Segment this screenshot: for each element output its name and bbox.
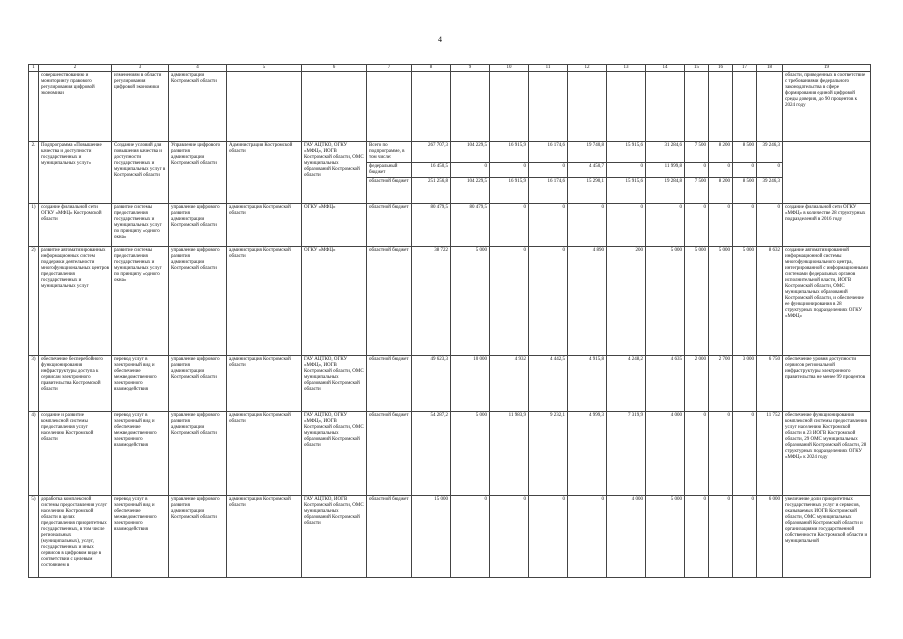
cell-value	[568, 72, 607, 142]
cell-value	[733, 72, 757, 142]
table-row	[29, 142, 871, 163]
header-cell: 14	[646, 65, 685, 72]
cell-value: 267 707,3	[412, 142, 451, 163]
cell-c4: управление цифрового развития администрации Костромской области	[169, 496, 227, 578]
cell-c6: ОГКУ «МФЦ»	[302, 204, 367, 247]
cell-value: 0	[685, 163, 709, 178]
cell-value: 6 750	[757, 356, 783, 412]
cell-c1: 2)	[29, 247, 39, 356]
cell-c6: ГАУ АЦТКО, ОГКУ «МФЦ», ИОГВ Костромской области, ОМС муниципальных образований Костромской области	[302, 356, 367, 412]
cell-value: 15 915,6	[607, 178, 646, 204]
cell-value: 5 000	[709, 247, 733, 356]
header-cell: 11	[529, 65, 568, 72]
cell-c5: администрация Костромской области	[227, 204, 302, 247]
cell-c6: ГАУ АЦТКО, ОГКУ «МФЦ», ИОГВ Костромской области, ОМС муниципальных образований Костромской области	[302, 142, 367, 204]
cell-value: 39 246,3	[757, 142, 783, 163]
cell-value: 5 000	[451, 412, 490, 496]
cell-c3: перевод услуг в электронный вид и обеспечение межведомственного электронного взаимодействия	[112, 356, 169, 412]
cell-c6: ОГКУ «МФЦ»	[302, 247, 367, 356]
cell-value: 200	[607, 247, 646, 356]
cell-value: 0	[451, 163, 490, 178]
cell-c4: управление цифрового развития администрации Костромской области	[169, 247, 227, 356]
cell-value: 7 500	[685, 142, 709, 163]
cell-value: 4 915,8	[568, 356, 607, 412]
table-row	[29, 204, 871, 247]
cell-value: 80 479,5	[451, 204, 490, 247]
cell-value: 49 623,3	[412, 356, 451, 412]
cell-c7: областной бюджет	[367, 356, 412, 412]
table-row	[29, 412, 871, 496]
cell-value: 39 246,3	[757, 178, 783, 204]
cell-value: 104 229,5	[451, 142, 490, 163]
cell-c4: Управление цифрового развития администрации Костромской области	[169, 142, 227, 204]
cell-value: 0	[490, 163, 529, 178]
cell-value: 104 229,5	[451, 178, 490, 204]
cell-value: 0	[451, 496, 490, 578]
cell-source: федеральный бюджет	[367, 163, 412, 178]
cell-value: 0	[733, 163, 757, 178]
cell-c5: Администрация Костромской области	[227, 142, 302, 204]
cell-c1: 3)	[29, 356, 39, 412]
header-cell: 5	[227, 65, 302, 72]
cell-value: 15 000	[412, 496, 451, 578]
cell-result: обеспечение уровня доступности сервисов региональной инфраструктуры электронного правительства не менее 99 процентов	[783, 356, 871, 412]
cell-c2: развитие автоматизированных информационных систем поддержки деятельности многофункциональных центров предоставления государственных и муниципальных услуг	[39, 247, 112, 356]
cell-value: 4 932	[490, 356, 529, 412]
cell-c3: Создание условий для повышения качества и доступности государственных и муниципальных услуг в Костромской области	[112, 142, 169, 204]
cell-source: областной бюджет	[367, 178, 412, 204]
cell-value: 0	[757, 204, 783, 247]
cell-c4: управление цифрового развития администрации Костромской области	[169, 204, 227, 247]
cell-c6: ГАУ АЦТКО, ИОГВ Костромской области, ОМС муниципальных образований Костромской области	[302, 496, 367, 578]
cell-source: Всего по подпрограмме, в том числе:	[367, 142, 412, 163]
cell-value: 0	[607, 204, 646, 247]
cell-value: 0	[529, 163, 568, 178]
cell-value: 0	[490, 247, 529, 356]
cell-value: 4 000	[607, 496, 646, 578]
cell-value: 19 740,8	[568, 142, 607, 163]
table-row	[29, 496, 871, 578]
cell-result: обеспечение функционирования комплексной системы предоставления услуг населению Костромской области в 23 ИОГВ Костромской области, 29 ОМС муниципальных образований Костромской области, 28 структурных подразделениях ОГКУ «МФЦ» к 2024 году	[783, 412, 871, 496]
header-cell: 10	[490, 65, 529, 72]
header-cell: 3	[112, 65, 169, 72]
cell-value: 0	[646, 204, 685, 247]
cell-value: 9 232,1	[529, 412, 568, 496]
cell-c4: администрации Костромской области	[169, 72, 227, 142]
cell-c2: совершенствованию и мониторингу правового регулирования цифровой экономики	[39, 72, 112, 142]
header-cell: 7	[367, 65, 412, 72]
cell-value	[412, 72, 451, 142]
cell-value: 11 999,8	[646, 163, 685, 178]
cell-value: 5 000	[646, 496, 685, 578]
cell-value: 8 500	[733, 142, 757, 163]
cell-c1: 2.	[29, 142, 39, 204]
cell-c6: ГАУ АЦТКО, ОГКУ «МФЦ», ИОГВ Костромской области, ОМС муниципальных образований Костромской области	[302, 412, 367, 496]
cell-value	[757, 72, 783, 142]
cell-c2: создание филиальной сети ОГКУ «МФЦ» Костромской области	[39, 204, 112, 247]
header-cell: 1	[29, 65, 39, 72]
cell-value: 16 174,6	[529, 178, 568, 204]
cell-c5: администрация Костромской области	[227, 356, 302, 412]
cell-value: 0	[607, 163, 646, 178]
cell-value: 0	[733, 496, 757, 578]
cell-value: 0	[733, 204, 757, 247]
cell-value	[451, 72, 490, 142]
cell-value: 251 256,8	[412, 178, 451, 204]
cell-value: 11 983,9	[490, 412, 529, 496]
cell-value: 7 319,9	[607, 412, 646, 496]
cell-c3: развитие системы предоставления государственных и муниципальных услуг по принципу «одного окна»	[112, 247, 169, 356]
cell-value: 0	[733, 412, 757, 496]
header-cell: 15	[685, 65, 709, 72]
cell-c7: областной бюджет	[367, 204, 412, 247]
header-cell: 13	[607, 65, 646, 72]
cell-value: 6 000	[757, 496, 783, 578]
program-table	[28, 64, 871, 578]
cell-value	[685, 72, 709, 142]
cell-value: 0	[685, 204, 709, 247]
cell-value: 0	[709, 163, 733, 178]
header-cell: 19	[783, 65, 871, 72]
cell-value: 15 915,6	[607, 142, 646, 163]
header-cell: 2	[39, 65, 112, 72]
cell-value: 5 000	[646, 247, 685, 356]
cell-value: 5 000	[685, 247, 709, 356]
cell-c5: администрация Костромской области	[227, 412, 302, 496]
cell-value	[529, 72, 568, 142]
cell-value: 16 915,9	[490, 142, 529, 163]
cell-value: 0	[568, 204, 607, 247]
cell-result: области, приведенных в соответствие с требованиями федерального законодательства в сфере формирования единой цифровой среды доверия, до 90 процентов к 2024 году	[783, 72, 871, 142]
cell-c2: создание и развитие комплексной системы предоставления услуг населению Костромской области	[39, 412, 112, 496]
cell-value: 4 248,2	[607, 356, 646, 412]
cell-c3: перевод услуг в электронный вид и обеспечение межведомственного электронного взаимодействия	[112, 496, 169, 578]
cell-result: создание автоматизированной информационной системы многофункционального центра, интегрированной с информационными системами федеральных органов исполнительной власти, ИОГВ Костромской области, ОМС муниципальных образований Костромской области, и обеспечение ее функционирования в 28 структурных подразделениях ОГКУ «МФЦ»	[783, 247, 871, 356]
cell-value: 54 287,2	[412, 412, 451, 496]
cell-value: 5 000	[733, 247, 757, 356]
table-row	[29, 356, 871, 412]
cell-c4: управление цифрового развития администрации Костромской области	[169, 356, 227, 412]
cell-value: 19 284,8	[646, 178, 685, 204]
table-row	[29, 247, 871, 356]
cell-c1: 1)	[29, 204, 39, 247]
page-number: 4	[438, 35, 442, 44]
cell-c5: администрация Костромской области	[227, 496, 302, 578]
cell-c2: доработка комплексной системы предоставления услуг населению Костромской области в целях предоставления приоритетных государственных, в том числе региональных (муниципальных), услуг, государственных и иных сервисов в цифровом виде в соответствии с целевым состоянием в	[39, 496, 112, 578]
cell-value: 4 635	[646, 356, 685, 412]
header-cell: 4	[169, 65, 227, 72]
cell-value: 15 290,1	[568, 178, 607, 204]
cell-c4: управление цифрового развития администрации Костромской области	[169, 412, 227, 496]
cell-value: 3 000	[733, 356, 757, 412]
cell-c3: перевод услуг в электронный вид и обеспечение межведомственного электронного взаимодействия	[112, 412, 169, 496]
cell-value: 16 915,9	[490, 178, 529, 204]
cell-value: 0	[490, 204, 529, 247]
cell-value	[646, 72, 685, 142]
header-cell: 8	[412, 65, 451, 72]
cell-c3: изменениям в области регулирования цифровой экономики	[112, 72, 169, 142]
cell-value: 38 722	[412, 247, 451, 356]
cell-c3: развитие системы предоставления государственных и муниципальных услуг по принципу «одного окна»	[112, 204, 169, 247]
header-row	[29, 65, 871, 72]
cell-value: 8 200	[709, 178, 733, 204]
cell-value: 7 500	[685, 178, 709, 204]
cell-value: 31 284,6	[646, 142, 685, 163]
cell-c7: областной бюджет	[367, 412, 412, 496]
header-cell: 9	[451, 65, 490, 72]
table-row	[29, 72, 871, 142]
cell-value: 4 999,3	[568, 412, 607, 496]
cell-value: 4 442,5	[529, 356, 568, 412]
cell-value: 80 479,5	[412, 204, 451, 247]
cell-result	[783, 142, 871, 204]
cell-value: 8 200	[709, 142, 733, 163]
cell-value: 0	[568, 496, 607, 578]
cell-c2: обеспечение бесперебойного функционирования инфраструктуры доступа к сервисам электронного правительства Костромской области	[39, 356, 112, 412]
header-cell: 6	[302, 65, 367, 72]
cell-c5: администрация Костромской области	[227, 247, 302, 356]
cell-value	[490, 72, 529, 142]
cell-value: 11 752	[757, 412, 783, 496]
header-cell: 18	[757, 65, 783, 72]
cell-value: 8 500	[733, 178, 757, 204]
header-cell: 12	[568, 65, 607, 72]
cell-c2: Подпрограмма «Повышение качества и доступности государственных и муниципальных услуг»	[39, 142, 112, 204]
cell-value: 4 000	[646, 412, 685, 496]
cell-c7: областной бюджет	[367, 247, 412, 356]
cell-value	[709, 72, 733, 142]
cell-c6	[302, 72, 367, 142]
cell-value: 4 890	[568, 247, 607, 356]
cell-value: 0	[685, 496, 709, 578]
cell-value: 0	[685, 412, 709, 496]
cell-value	[607, 72, 646, 142]
cell-value: 0	[709, 204, 733, 247]
cell-value: 2 700	[709, 356, 733, 412]
cell-value: 0	[757, 163, 783, 178]
cell-value: 0	[529, 496, 568, 578]
cell-result: увеличение доли приоритетных государственных услуг и сервисов, оказываемых ИОГВ Костромской области, ОМС муниципальных образований Костромской области и организациями государственной собственности Костромской области и муниципальной	[783, 496, 871, 578]
cell-value: 4 450,7	[568, 163, 607, 178]
cell-value: 2 000	[685, 356, 709, 412]
cell-value: 5 000	[451, 247, 490, 356]
cell-value: 0	[529, 247, 568, 356]
cell-value: 0	[709, 496, 733, 578]
cell-result: создание филиальной сети ОГКУ «МФЦ» в количестве 28 структурных подразделений в 2016 году	[783, 204, 871, 247]
cell-c1: 5)	[29, 496, 39, 578]
cell-value: 16 450,5	[412, 163, 451, 178]
cell-c1: 4)	[29, 412, 39, 496]
cell-c5	[227, 72, 302, 142]
cell-value: 10 000	[451, 356, 490, 412]
header-cell: 16	[709, 65, 733, 72]
header-cell: 17	[733, 65, 757, 72]
cell-value: 16 174,6	[529, 142, 568, 163]
cell-value: 0	[529, 204, 568, 247]
cell-c7: областной бюджет	[367, 496, 412, 578]
cell-value: 0	[709, 412, 733, 496]
cell-value: 0	[490, 496, 529, 578]
cell-c7	[367, 72, 412, 142]
cell-c1	[29, 72, 39, 142]
cell-value: 8 632	[757, 247, 783, 356]
